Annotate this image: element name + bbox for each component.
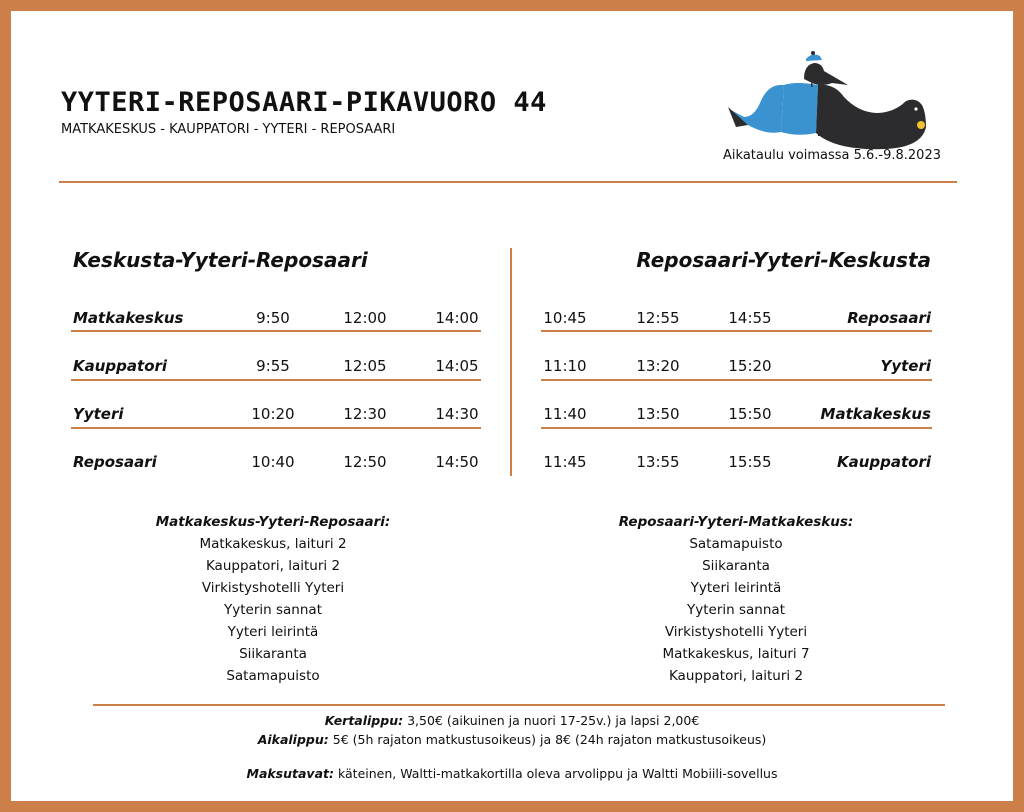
departure-time: 14:05	[435, 357, 479, 375]
departure-time: 9:55	[256, 357, 290, 375]
departure-time: 11:40	[543, 405, 587, 423]
validity-text: Aikataulu voimassa 5.6.-9.8.2023	[723, 148, 941, 163]
departure-time: 10:20	[251, 405, 295, 423]
row-divider	[541, 330, 932, 332]
outbound-stops-list	[123, 511, 423, 687]
list-item: Kauppatori, laituri 2	[668, 668, 804, 684]
top-divider	[59, 181, 957, 183]
list-item: Satamapuisto	[226, 668, 320, 684]
payment-methods-label: Maksutavat:	[246, 766, 334, 781]
departure-time: 9:50	[256, 309, 290, 327]
inbound-stop: Yyteri	[880, 357, 931, 375]
list-item: Yyteri leirintä	[690, 580, 782, 596]
departure-time: 10:40	[251, 453, 295, 471]
departure-time: 12:50	[343, 453, 387, 471]
outbound-direction-title: Keskusta-Yyteri-Reposaari	[73, 248, 368, 272]
row-divider	[541, 379, 932, 381]
departure-time: 12:05	[343, 357, 387, 375]
row-divider	[71, 379, 481, 381]
departure-time: 13:20	[636, 357, 680, 375]
list-item: Virkistyshotelli Yyteri	[201, 580, 345, 596]
outbound-stops-title: Matkakeskus-Yyteri-Reposaari:	[155, 514, 391, 530]
inbound-direction-title: Reposaari-Yyteri-Keskusta	[636, 248, 931, 272]
departure-time: 14:50	[435, 453, 479, 471]
period-ticket-text: 5€ (5h rajaton matkustusoikeus) ja 8€ (24h rajaton matkustusoikeus)	[332, 732, 767, 747]
departure-time: 12:55	[636, 309, 680, 327]
departure-time: 15:55	[728, 453, 772, 471]
departure-time: 14:30	[435, 405, 479, 423]
bottom-divider	[93, 704, 945, 706]
bird-whale-logo-icon	[726, 37, 941, 152]
departure-time: 13:50	[636, 405, 680, 423]
list-item: Yyteri leirintä	[227, 624, 319, 640]
payment-methods	[11, 766, 1013, 781]
departure-time: 10:45	[543, 309, 587, 327]
departure-time: 14:55	[728, 309, 772, 327]
payment-methods-text: käteinen, Waltti-matkakortilla oleva arvolippu ja Waltti Mobiili-sovellus	[337, 766, 778, 781]
departure-time: 15:20	[728, 357, 772, 375]
list-item: Yyterin sannat	[224, 602, 322, 618]
list-item: Yyterin sannat	[687, 602, 785, 618]
row-divider	[71, 330, 481, 332]
list-item: Kauppatori, laituri 2	[205, 558, 341, 574]
center-divider	[510, 248, 512, 476]
inbound-stop: Reposaari	[847, 309, 931, 327]
route-subtitle: MATKAKESKUS - KAUPPATORI - YYTERI - REPOSAARI	[61, 122, 396, 137]
list-item: Matkakeskus, laituri 7	[662, 646, 810, 662]
inbound-stop: Matkakeskus	[820, 405, 931, 423]
list-item: Virkistyshotelli Yyteri	[664, 624, 808, 640]
departure-time: 15:50	[728, 405, 772, 423]
single-ticket-text: 3,50€ (aikuinen ja nuori 17-25v.) ja lapsi 2,00€	[407, 713, 700, 728]
outbound-stop: Reposaari	[73, 453, 157, 471]
row-divider	[541, 427, 932, 429]
page-title: YYTERI-REPOSAARI-PIKAVUORO 44	[61, 87, 547, 118]
inbound-stops-list	[586, 511, 886, 687]
timetable-page	[11, 11, 1013, 801]
row-divider	[71, 427, 481, 429]
outbound-stop: Yyteri	[73, 405, 124, 423]
list-item: Siikaranta	[702, 558, 770, 574]
inbound-stops-title: Reposaari-Yyteri-Matkakeskus:	[618, 514, 854, 530]
outbound-stop: Matkakeskus	[73, 309, 184, 327]
departure-time: 12:00	[343, 309, 387, 327]
departure-time: 14:00	[435, 309, 479, 327]
outbound-stop: Kauppatori	[73, 357, 168, 375]
single-ticket-label: Kertalippu:	[324, 713, 404, 728]
departure-time: 12:30	[343, 405, 387, 423]
departure-time: 13:55	[636, 453, 680, 471]
list-item: Siikaranta	[239, 646, 307, 662]
departure-time: 11:10	[543, 357, 587, 375]
list-item: Satamapuisto	[689, 536, 783, 552]
period-ticket-fare	[11, 732, 1013, 747]
list-item: Matkakeskus, laituri 2	[199, 536, 347, 552]
departure-time: 11:45	[543, 453, 587, 471]
period-ticket-label: Aikalippu:	[257, 732, 329, 747]
inbound-stop: Kauppatori	[836, 453, 931, 471]
single-ticket-fare	[11, 713, 1013, 728]
